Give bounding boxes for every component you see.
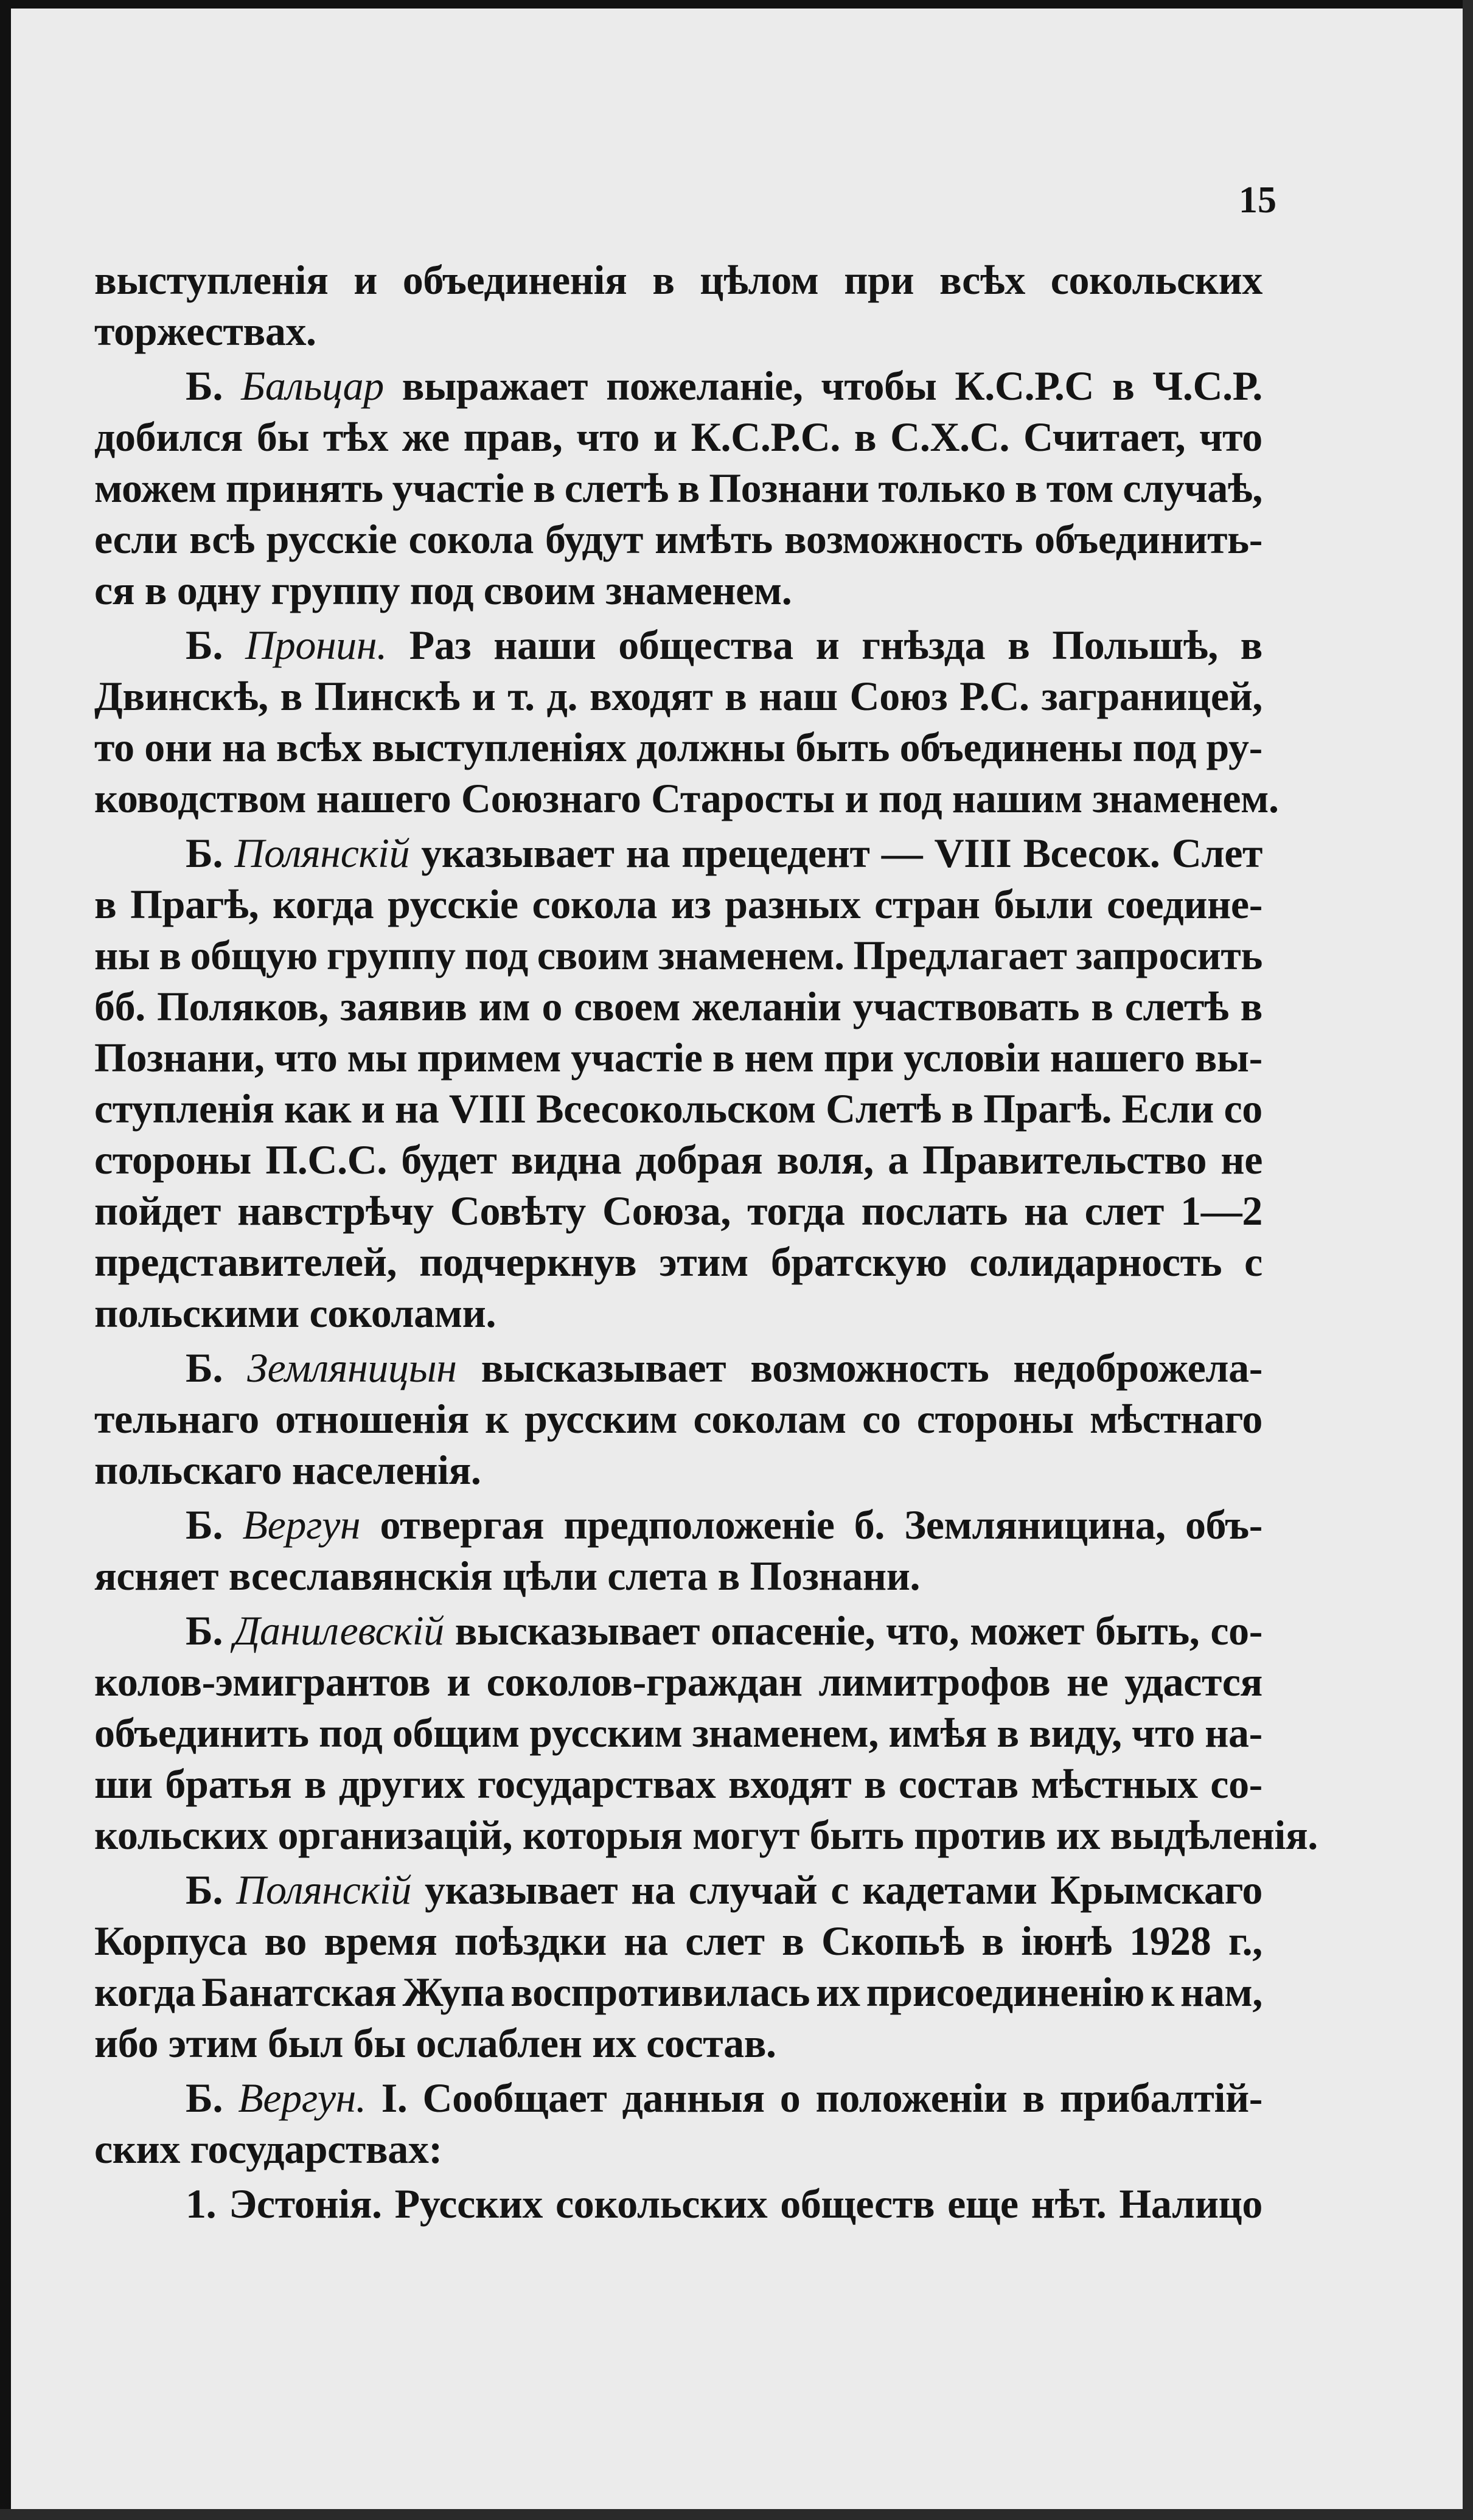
text-line: бб. Поляков, заявив им о своем желаніи участвовать в слетѣ в bbox=[94, 983, 1262, 1029]
text-line: Б. Пронин. Раз наши общества и гнѣзда в Польшѣ, в bbox=[186, 622, 1262, 668]
text-line: Б. Вергун отвергая предположеніе б. Земляницина, объ- bbox=[186, 1502, 1262, 1548]
paragraph bbox=[94, 2178, 1262, 2229]
paragraph bbox=[94, 360, 1262, 616]
text-line: тельнаго отношенія к русским соколам со стороны мѣстнаго bbox=[94, 1396, 1262, 1442]
text-line: Б. Полянскій указывает на прецедент — VIII Всесок. Слет bbox=[186, 830, 1262, 876]
page-number: 15 bbox=[1239, 179, 1276, 221]
text-line: Б. Данилевскій высказывает опасеніе, что, может быть, со- bbox=[186, 1607, 1262, 1654]
text-line: 1. Эстонія. Русских сокольских обществ еще нѣт. Налицо bbox=[186, 2181, 1262, 2227]
scan-border-right bbox=[1463, 0, 1473, 2520]
text-line: можем принять участіе в слетѣ в Познани только в том случаѣ, bbox=[94, 465, 1262, 511]
text-line: Познани, что мы примем участіе в нем при условіи нашего вы- bbox=[94, 1034, 1262, 1081]
paragraph bbox=[94, 1499, 1262, 1601]
text-line: представителей, подчеркнув этим братскую солидарность с bbox=[94, 1239, 1262, 1285]
text-line: ступленія как и на VIII Всесокольском Слетѣ в Прагѣ. Если со bbox=[94, 1085, 1262, 1132]
text-line: то они на всѣх выступленіях должны быть объединены под ру- bbox=[94, 724, 1262, 770]
text-line: добился бы тѣх же прав, что и К.С.Р.С. в С.Х.С. Считает, что bbox=[94, 414, 1262, 460]
body-text bbox=[94, 254, 1318, 2233]
paragraph bbox=[94, 254, 1262, 357]
scan-border-top bbox=[0, 0, 1473, 9]
text-line: ских государствах: bbox=[94, 2126, 442, 2172]
paragraph bbox=[94, 1605, 1318, 1860]
text-line: если всѣ русскіе сокола будут имѣть возможность объединить- bbox=[94, 516, 1262, 562]
text-line: ководством нашего Союзнаго Старосты и под нашим знаменем. bbox=[94, 775, 1279, 821]
text-line: ся в одну группу под своим знаменем. bbox=[94, 567, 792, 613]
text-line: выступленія и объединенія в цѣлом при всѣх сокольских bbox=[94, 257, 1262, 303]
text-line: Двинскѣ, в Пинскѣ и т. д. входят в наш Союз Р.С. заграницей, bbox=[94, 673, 1262, 719]
text-line: Б. Земляницын высказывает возможность недоброжела- bbox=[186, 1345, 1262, 1391]
text-line: ясняет всеславянскія цѣли слета в Познани. bbox=[94, 1553, 921, 1599]
text-line: Б. Вергун. I. Сообщает данныя о положеніи в прибалтій- bbox=[186, 2075, 1262, 2121]
text-line: когда Банатская Жупа воспротивилась их присоединенію к нам, bbox=[94, 1969, 1262, 2015]
paragraph bbox=[94, 1864, 1262, 2069]
text-line: польскаго населенія. bbox=[94, 1447, 481, 1493]
paragraph bbox=[94, 619, 1279, 824]
text-line: стороны П.С.С. будет видна добрая воля, а Правительство не bbox=[94, 1136, 1262, 1183]
paragraph bbox=[94, 2072, 1262, 2174]
text-line: Б. Бальцар выражает пожеланіе, чтобы К.С.Р.С в Ч.С.Р. bbox=[186, 363, 1262, 409]
text-line: ши братья в других государствах входят в состав мѣстных со- bbox=[94, 1761, 1262, 1807]
scan-border-left bbox=[0, 0, 11, 2520]
text-line: Корпуса во время поѣздки на слет в Скопьѣ в іюнѣ 1928 г., bbox=[94, 1918, 1262, 1964]
text-line: ны в общую группу под своим знаменем. Предлагает запросить bbox=[94, 932, 1262, 978]
paragraph bbox=[94, 827, 1262, 1338]
text-line: ибо этим был бы ослаблен их состав. bbox=[94, 2020, 776, 2066]
text-line: пойдет навстрѣчу Совѣту Союза, тогда послать на слет 1—2 bbox=[94, 1188, 1262, 1234]
text-line: торжествах. bbox=[94, 308, 316, 354]
text-line: объединить под общим русским знаменем, имѣя в виду, что на- bbox=[94, 1710, 1262, 1756]
text-line: колов-эмигрантов и соколов-граждан лимитрофов не удастся bbox=[94, 1659, 1262, 1705]
paragraph bbox=[94, 1342, 1262, 1495]
scan-border-bottom bbox=[0, 2509, 1473, 2520]
text-line: польскими соколами. bbox=[94, 1290, 496, 1336]
text-line: в Прагѣ, когда русскіе сокола из разных стран были соедине- bbox=[94, 881, 1262, 927]
text-line: Б. Полянскій указывает на случай с кадетами Крымскаго bbox=[186, 1867, 1262, 1913]
text-line: кольских организацій, которыя могут быть против их выдѣленія. bbox=[94, 1812, 1318, 1858]
